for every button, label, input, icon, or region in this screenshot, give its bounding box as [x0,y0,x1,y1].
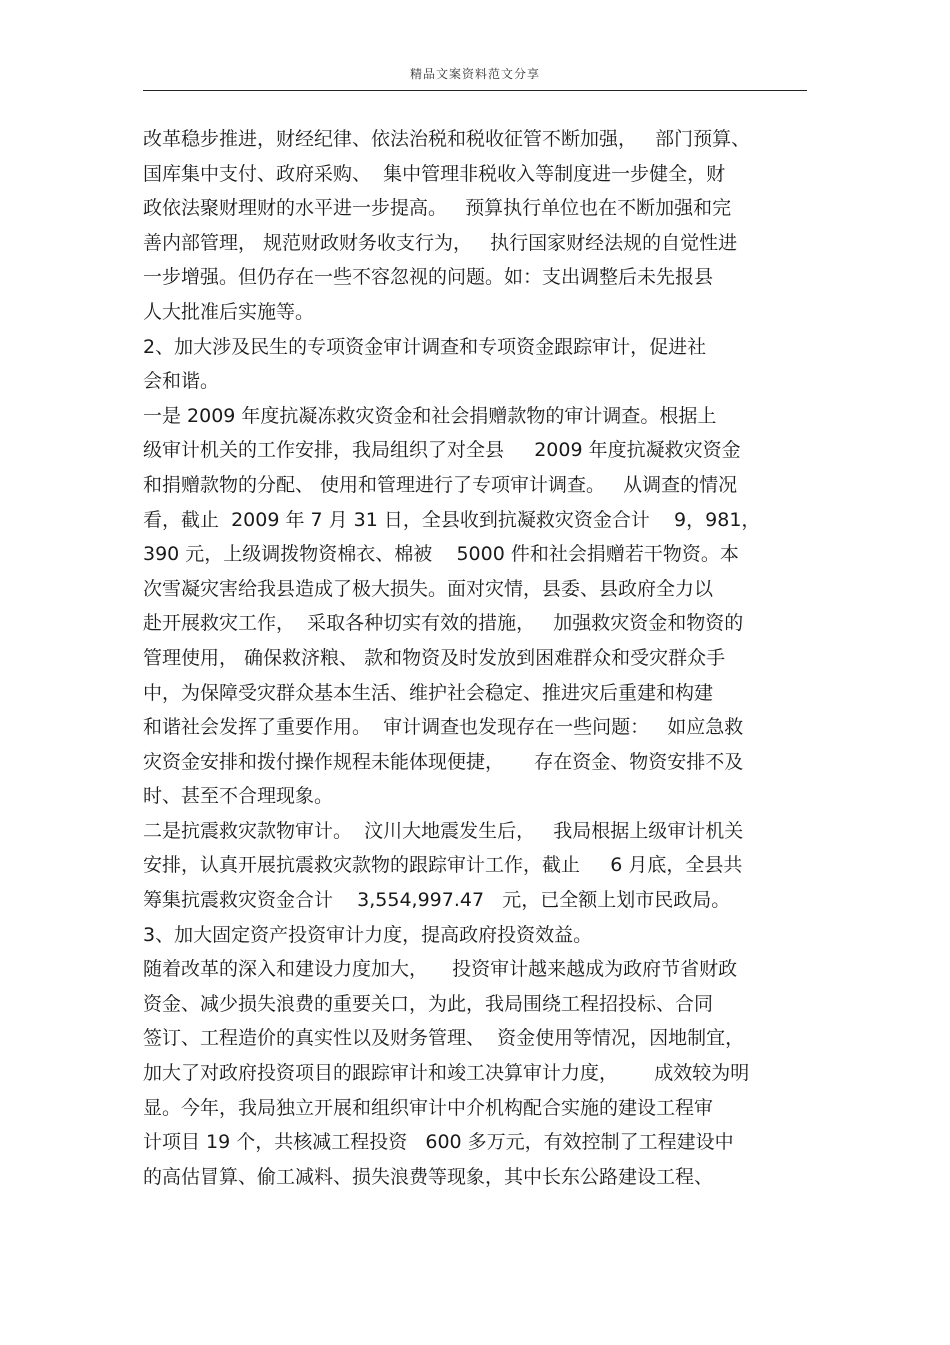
text-line: 筹集抗震救灾资金合计 3,554,997.47 元，已全额上划市民政局。 [143,889,731,912]
header-divider [143,90,807,91]
text-line: 改革稳步推进，财经纪律、依法治税和税收征管不断加强， 部门预算、 [143,128,751,150]
text-line: 390 元，上级调拨物资棉衣、棉被 5000 件和社会捐赠若干物资。本 [143,543,739,566]
text-line: 显。今年，我局独立开展和组织审计中介机构配合实施的建设工程审 [143,1096,714,1119]
text-line: 加大了对政府投资项目的跟踪审计和竣工决算审计力度， 成效较为明 [143,1062,750,1085]
text-line: 计项目 19 个，共核减工程投资 600 多万元，有效控制了工程建设中 [143,1131,734,1154]
text-line: 看，截止 2009 年 7 月 31 日，全县收到抗凝救灾资金合计 9，981， [143,508,761,531]
text-line: 2、加大涉及民生的专项资金审计调查和专项资金跟踪审计，促进社 [143,335,707,358]
text-line: 善内部管理， 规范财政财务收支行为， 执行国家财经法规的自觉性进 [143,231,738,254]
text-line: 国库集中支付、政府采购、 集中管理非税收入等制度进一步健全，财 [143,162,726,185]
document-body [143,122,807,1194]
text-line: 次雪凝灾害给我县造成了极大损失。面对灾情，县委、县政府全力以 [143,577,714,600]
text-line: 赴开展救灾工作， 采取各种切实有效的措施， 加强救灾资金和物资的 [143,612,744,635]
text-line: 和谐社会发挥了重要作用。 审计调查也发现存在一些问题： 如应急救 [143,716,744,739]
text-line: 人大批准后实施等。 [143,300,315,323]
text-line: 中，为保障受灾群众基本生活、维护社会稳定、推进灾后重建和构建 [143,681,714,704]
text-line: 灾资金安排和拨付操作规程未能体现便捷， 存在资金、物资安排不及 [143,750,744,773]
text-line: 和捐赠款物的分配、 使用和管理进行了专项审计调查。 从调查的情况 [143,473,738,496]
text-line: 二是抗震救灾款物审计。 汶川大地震发生后， 我局根据上级审计机关 [143,819,744,842]
text-line: 的高估冒算、偷工减料、损失浪费等现象，其中长东公路建设工程、 [143,1165,714,1188]
text-line: 随着改革的深入和建设力度加大， 投资审计越来越成为政府节省财政 [143,958,738,981]
text-line: 管理使用， 确保救济粮、 款和物资及时发放到困难群众和受灾群众手 [143,646,726,669]
page-header: 精品文案资料范文分享 [409,67,540,81]
text-line: 资金、减少损失浪费的重要关口，为此，我局围绕工程招投标、合同 [143,992,714,1015]
text-line: 一步增强。但仍存在一些不容忽视的问题。如：支出调整后未先报县 [143,266,714,289]
text-line: 时、甚至不合理现象。 [143,785,334,808]
text-line: 签订、工程造价的真实性以及财务管理、 资金使用等情况，因地制宜， [143,1027,745,1050]
text-line: 政依法聚财理财的水平进一步提高。 预算执行单位也在不断加强和完 [143,197,732,220]
text-line: 级审计机关的工作安排，我局组织了对全县 2009 年度抗凝救灾资金 [143,439,741,462]
text-line: 3、加大固定资产投资审计力度，提高政府投资效益。 [143,923,593,946]
text-line: 会和谐。 [143,370,220,393]
text-line: 一是 2009 年度抗凝冻救灾资金和社会捐赠款物的审计调查。根据上 [143,404,717,427]
text-line: 安排，认真开展抗震救灾款物的跟踪审计工作，截止 6 月底，全县共 [143,854,743,877]
